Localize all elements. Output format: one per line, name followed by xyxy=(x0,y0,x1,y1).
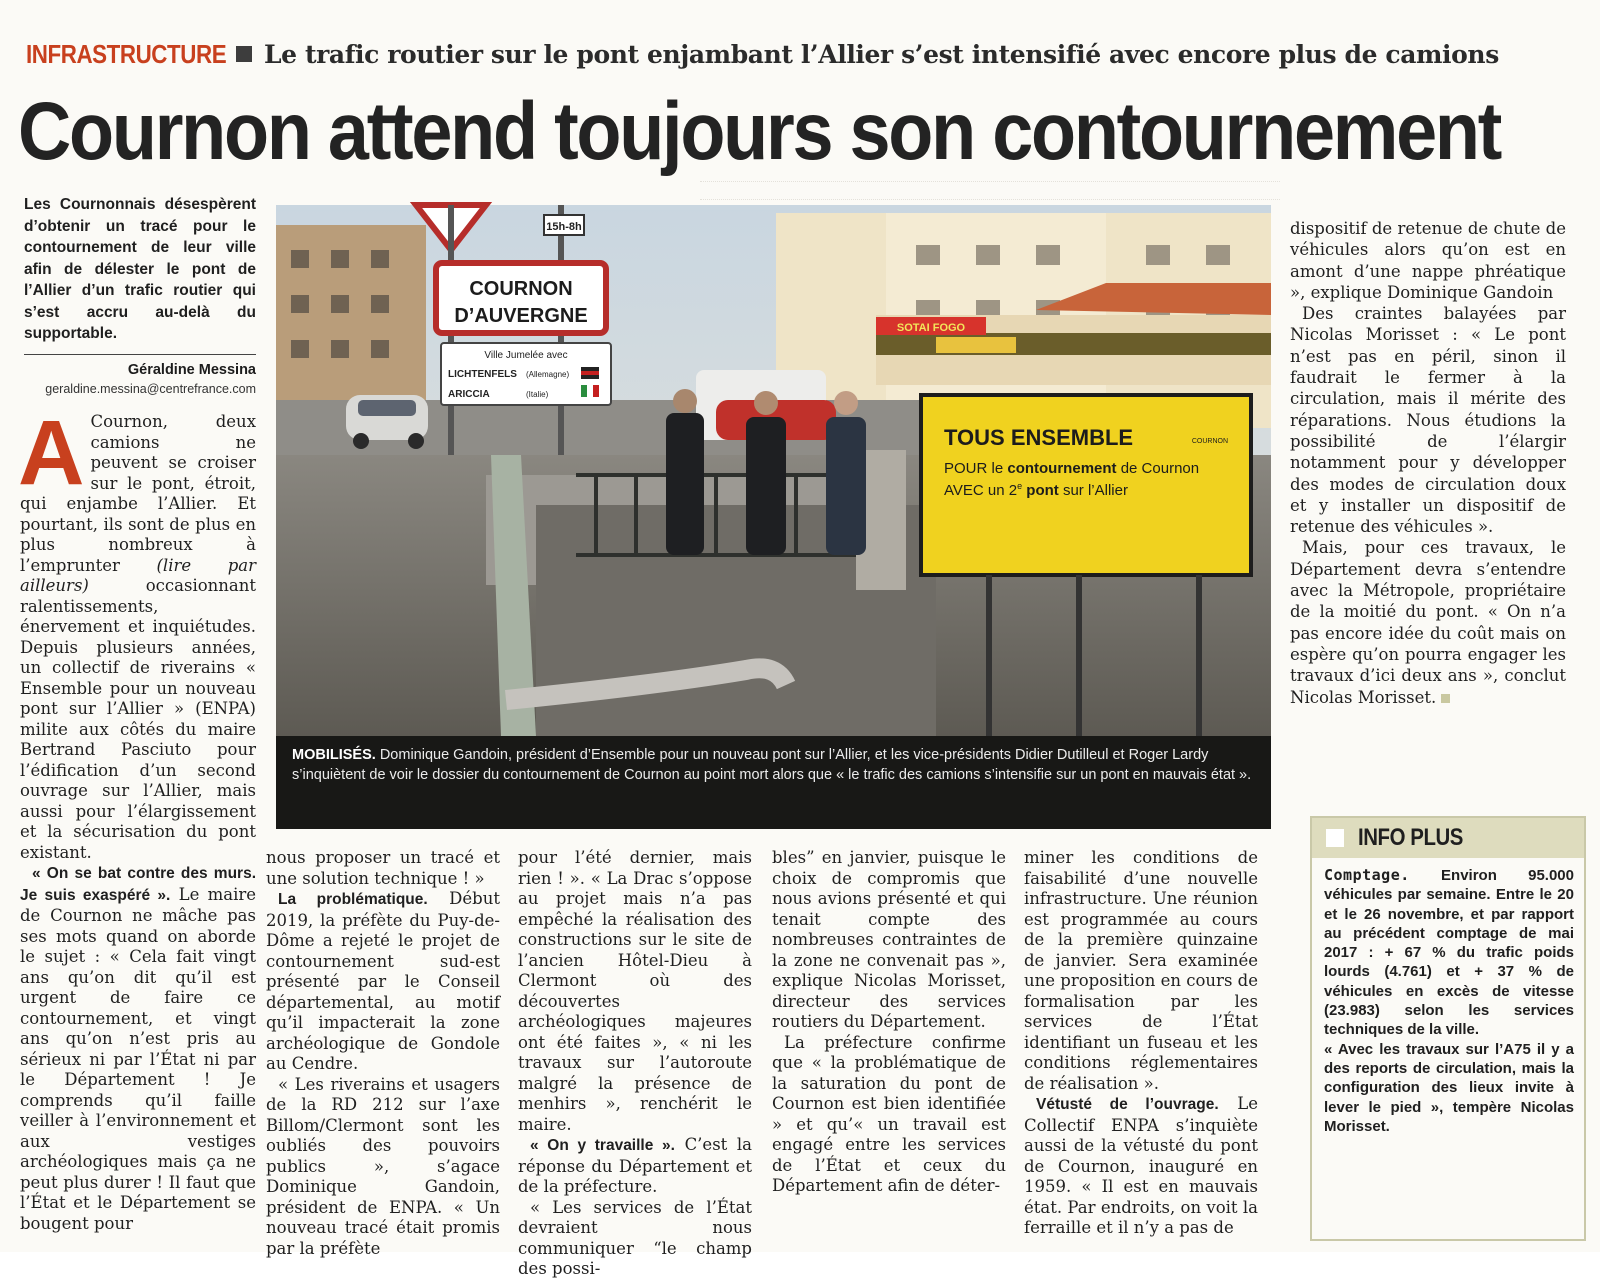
author-email[interactable]: geraldine.messina@centrefrance.com xyxy=(45,382,256,396)
col5-lead-in: Vétusté de l’ouvrage. xyxy=(1036,1096,1219,1113)
col6-paragraph-1: dispositif de retenue de chute de véhicules alors qu’on est en amont d’une nappe phréatique », explique Dominique Gandoin xyxy=(1290,219,1566,302)
info-label: Comptage. xyxy=(1324,866,1410,884)
col4-paragraph-2: La préfecture confirme que « la problématique de la saturation du pont de Cournon est bien identifiée » et qu’« un travail est engagé entre les services de l’État et ceux du Département afin de déter- xyxy=(772,1032,1006,1195)
banner-line-2-part-a: AVEC un 2 xyxy=(944,482,1018,499)
twin-town-2-country: (Italie) xyxy=(526,390,549,399)
headline: Cournon attend toujours son contournement xyxy=(18,86,1501,177)
article-column-2 xyxy=(266,848,500,1259)
article-column-3 xyxy=(518,848,752,1280)
info-quote: « Avec les travaux sur l’A75 il y a des reports de circulation, mais la configuration des lieux invite à lever le pied », tempère Nicolas Morisset. xyxy=(1324,1040,1574,1135)
article-column-4 xyxy=(772,848,1006,1197)
sign-time-text: 15h-8h xyxy=(546,221,582,233)
twin-town-1: LICHTENFELS xyxy=(448,369,517,380)
col5-paragraph-2: Le Collectif ENPA s’inquiète aussi de la vétusté du pont de Cournon, inauguré en 1959. « Il est en mauvais état. Par endroits, on voit la ferraille et il n’y a pas de xyxy=(1024,1094,1258,1237)
banner-line-2 xyxy=(944,481,1128,499)
drop-cap: A xyxy=(18,402,85,504)
twin-town-1-country: (Allemagne) xyxy=(526,370,570,379)
col5-paragraph-1: miner les conditions de faisabilité d’une nouvelle infrastructure. Une réunion est programmée au cours de la première quinzaine de janvier. Sera examinée une proposition en cours de formalisation par les services de l’État identifiant un fuseau et les conditions réglementaires de réalisation ». xyxy=(1024,848,1258,1093)
info-plus-body xyxy=(1324,866,1574,1136)
col1-paragraph-1-end: occasionnant ralentissements, énervement et inquiétudes. Depuis plusieurs années, un collectif de riverains « Ensemble pour un nouveau pont sur l’Allier » (ENPA) milite aux côtés du maire Bertrand Pasciuto pour l’édification d’un second ouvrage sur l’Allier, mais aussi pour l’élargissement et la sécurisation du pont existant. xyxy=(20,576,256,862)
col3-paragraph-2: C’est la réponse du Département et de la préfecture. xyxy=(518,1135,753,1196)
article-column-5 xyxy=(1024,848,1258,1239)
caption-text: Dominique Gandoin, président d’Ensemble pour un nouveau pont sur l’Allier, et les vice-présidents Didier Dutilleul et Roger Lardy s’inquiètent de voir le dossier du contournement de Cournon au point mort alors que « le trafic des camions s’intensifie sur un pont en mauvais état ». xyxy=(292,747,1252,783)
col2-paragraph-1: nous proposer un tracé et une solution technique ! » xyxy=(266,848,500,888)
col4-paragraph-1: bles” en janvier, puisque le choix de compromis que nous avions présenté et qui tenait compte des nombreuses contraintes de la zone ne convenait pas », explique Nicolas Morisset, directeur des services routiers du Département. xyxy=(772,848,1006,1031)
info-plus-box xyxy=(1310,816,1586,1241)
banner-line-2-sup: e xyxy=(1017,481,1023,491)
info-square-icon xyxy=(1326,829,1344,847)
banner-line-2-part-c: sur l’Allier xyxy=(1058,482,1128,499)
end-of-article-icon xyxy=(1441,694,1450,703)
byline-divider xyxy=(24,354,256,355)
bleed-through-texture xyxy=(700,160,1280,210)
info-plus-title: INFO PLUS xyxy=(1358,824,1463,851)
col3-paragraph-1: pour l’été dernier, mais rien ! ». « La Drac s’oppose au projet mais n’a pas empêché la réalisation des constructions sur le site de l’ancien Hôtel-Dieu à Clermont où des découvertes archéologiques majeures ont été faites », « ni les travaux sur l’autoroute malgré la présence de menhirs », renchérit le maire. xyxy=(518,848,752,1134)
banner-title: TOUS ENSEMBLE xyxy=(944,425,1134,450)
article-column-1 xyxy=(18,402,256,1234)
rubric-square-icon xyxy=(236,46,252,62)
col1-italic-ref: (lire par ailleurs) xyxy=(20,555,256,595)
shop-sign: SOTAI FOGO xyxy=(896,322,966,334)
twin-town-2: ARICCIA xyxy=(448,389,490,400)
banner-line-1 xyxy=(944,460,1199,477)
col2-lead-in: La problématique. xyxy=(278,891,428,908)
town-sign-line-1: COURNON xyxy=(469,278,573,300)
town-sign-line-2: D’AUVERGNE xyxy=(454,305,588,327)
banner-line-2-part-b: pont xyxy=(1022,482,1059,499)
col2-paragraph-2: Début 2019, la préfète du Puy-de-Dôme a rejeté le projet de contournement sud-est présenté par le Conseil départemental, au motif qu’il impacterait la zone archéologique de Gondole au Cendre. xyxy=(266,889,500,1073)
rubric-label: INFRASTRUCTURE xyxy=(26,38,227,69)
col1-paragraph-1: Cournon, deux camions ne peuvent se croiser sur le pont, étroit, qui enjambe l’Allier. Et pourtant, ils sont de plus en plus nombreux à l’emprunter xyxy=(20,412,256,575)
info-text: Environ 95.000 véhicules par semaine. Entre le 20 et le 26 novembre, et par rapport au précédent comptage de mai 2017 : + 67 % du trafic poids lourds (4.761) et + 37 % de véhicules en excès de vitesse (23.983) selon les services techniques de la ville. xyxy=(1324,867,1574,1039)
col6-paragraph-3: Mais, pour ces travaux, le Département devra s’entendre avec la Métropole, propriétaire de la moitié du pont. « On n’a pas encore idée du coût mais on espère qu’on pourra engager les travaux d’ici deux ans », conclut Nicolas Morisset. xyxy=(1290,538,1566,707)
col1-paragraph-2: Le maire de Cournon ne mâche pas ses mots quand on aborde le sujet : « Cela fait vingt ans qu’on dit qu’il est urgent de faire ce contournement, et vingt ans qu’on n’est pris au sérieux ni par l’État ni par le Département ! Je comprends qu’il faille veiller à l’environnement et aux vestiges archéologiques mais ça ne peut plus durer ! Il faut que l’État et le Département se bougent pour xyxy=(20,884,256,1233)
banner-line-1-part-b: contournement xyxy=(1007,460,1117,477)
banner-line-1-part-a: POUR le xyxy=(944,460,1008,477)
chapeau: Les Cournonnais désespèrent d’obtenir un tracé pour le contournement de leur ville afin de délester le pont de l’Allier d’un trafic routier qui s’est accru au-delà du supportable. xyxy=(24,196,256,342)
kicker xyxy=(26,36,1586,72)
col2-paragraph-3: « Les riverains et usagers de la RD 212 sur l’axe Billom/Clermont sont les oubliés des pouvoirs publics », s’agace Dominique Gandoin, président de ENPA. « Un nouveau tracé était promis par la préfète xyxy=(266,1074,500,1258)
kicker-text: Le trafic routier sur le pont enjambant l’Allier s’est intensifié avec encore plus de camions xyxy=(264,39,1499,69)
article-column-6 xyxy=(1290,218,1566,708)
col3-paragraph-3: « Les services de l’État devraient nous communiquer “le champ des possi- xyxy=(518,1197,752,1278)
photo-scene xyxy=(276,205,1271,736)
twin-header: Ville Jumelée avec xyxy=(484,350,568,361)
photo-caption xyxy=(276,736,1271,829)
col1-lead-in: « On se bat contre des murs. Je suis exaspéré ». xyxy=(20,865,256,904)
col6-paragraph-2: Des craintes balayées par Nicolas Morisset : « Le pont n’est pas en péril, sinon il faudrait le fermer à la circulation, mais il mérite des réparations. Nous étudions la possibilité de l’élargir notamment pour y développer des modes de circulation doux et y installer un dispositif de retenue des véhicules ». xyxy=(1290,304,1566,537)
col3-lead-in: « On y travaille ». xyxy=(530,1137,675,1154)
banner-line-1-part-c: de Cournon xyxy=(1116,460,1200,477)
banner-logo: COURNON xyxy=(1191,438,1228,445)
caption-lead: MOBILISÉS. xyxy=(292,747,376,763)
author-name: Géraldine Messina xyxy=(127,362,256,378)
info-plus-header xyxy=(1312,818,1584,858)
